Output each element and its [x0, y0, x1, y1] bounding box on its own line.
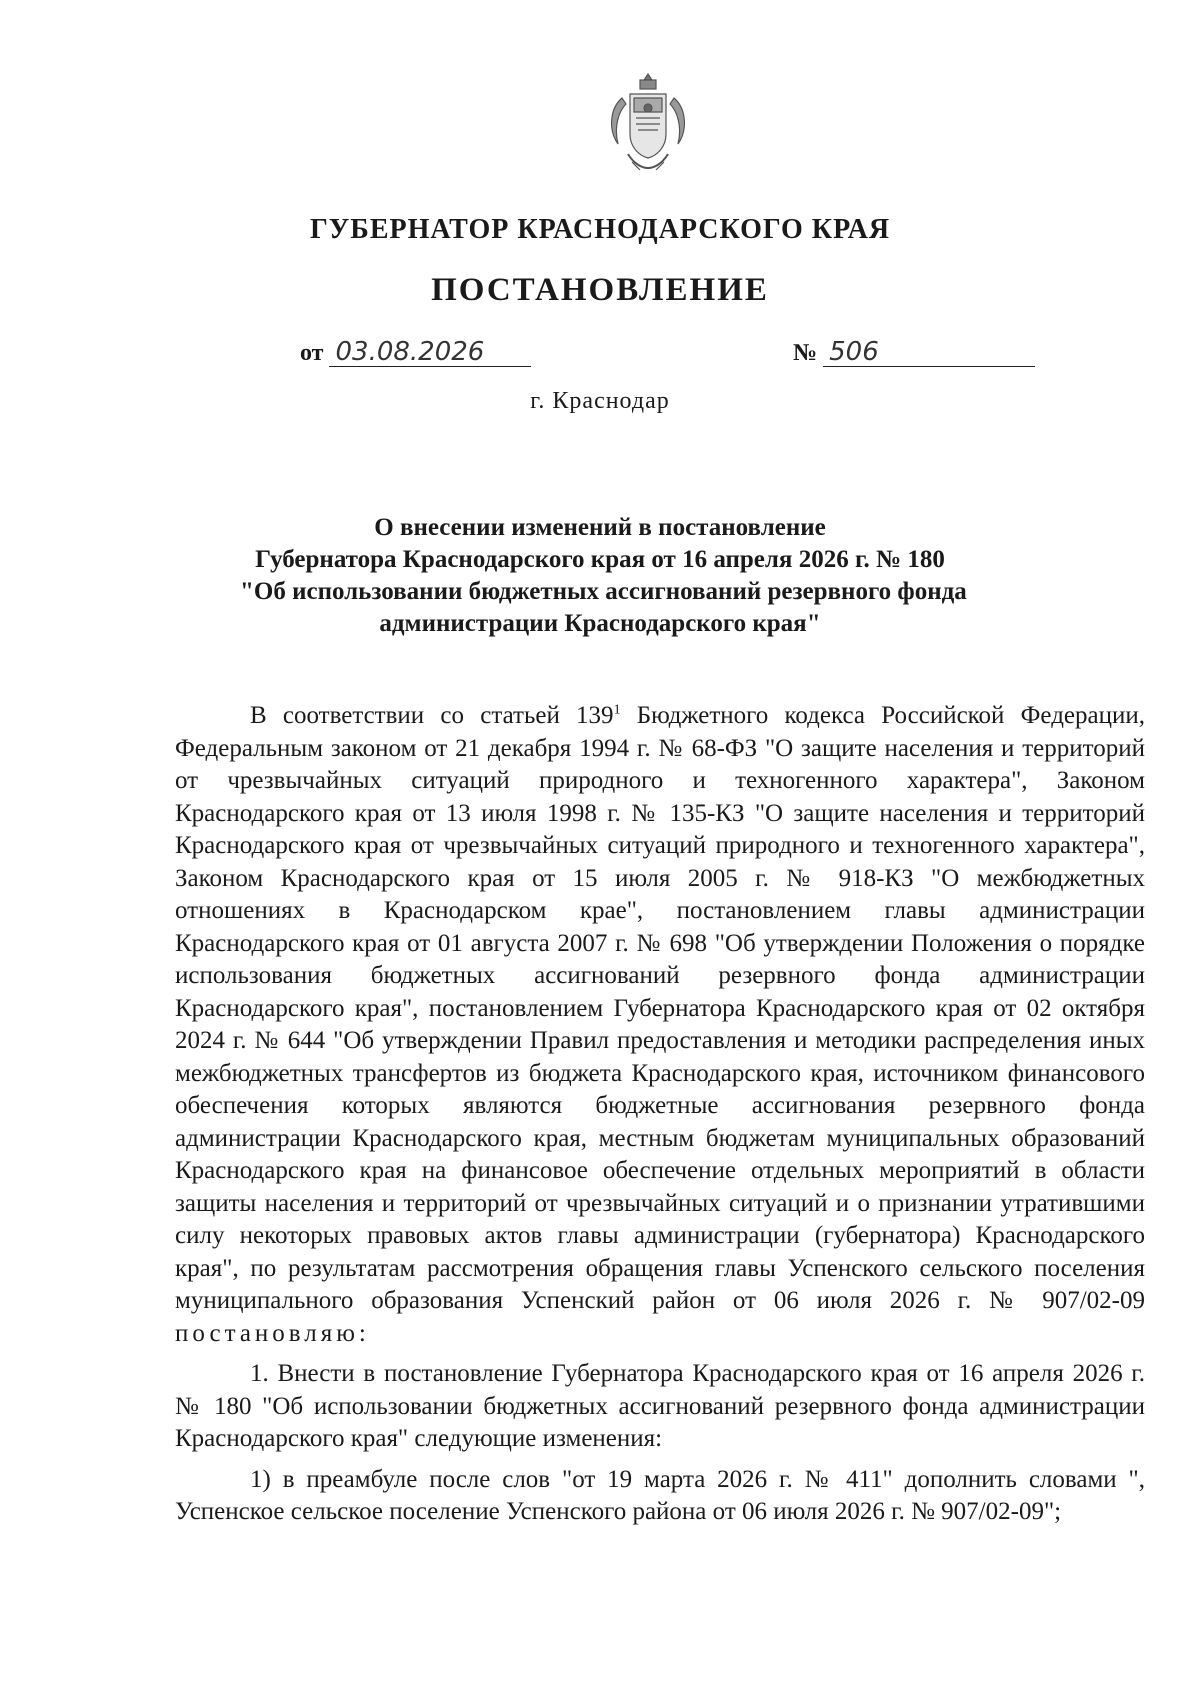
title-line-2: Губернатора Краснодарского края от 16 апреля 2026 г. № 180 [255, 546, 945, 573]
coat-of-arms-emblem [602, 68, 694, 176]
preamble-text: Бюджетного кодекса Российской Федерации, Федеральным законом от 21 декабря 1994 г. № 68-ФЗ "О защите населения и территорий от чрезвычайных ситуаций природного и техногенного характера", Законом Краснодарского края от 13 июля 1998 г. № 135-КЗ "О защите населения и территорий Краснодарского края от чрезвычайных ситуаций природного и техногенного характера", Законом Краснодарского края от 15 июля 2005 г. № 918-КЗ "О межбюджетных отношениях в Краснодарском крае", постановлением главы администрации Краснодарского края от 01 августа 2007 г. № 698 "Об утверждении Положения о порядке использования бюджетных ассигнований резервного фонда администрации Краснодарского края", постановлением Губернатора Краснодарского края от 02 октября 2024 г. № 644 "Об утверждении Правил предоставления и методики распределения иных межбюджетных трансфертов из бюджета Краснодарского края, источником финансового обеспечения которых являются бюджетные ассигнования резервного фонда администрации Краснодарского края, местным бюджетам муниципальных образований Краснодарского края на финансовое обеспечение отдельных мероприятий в области защиты населения и территорий от чрезвычайных ситуаций и о признании утратившими силу некоторых правовых актов главы администрации (губернатора) Краснодарского края", по результатам рассмотрения обращения главы Успенского сельского поселения муниципального образования Успенский район от 06 июля 2026 г. № 907/02-09 [175, 702, 1145, 1314]
document-title [240, 512, 967, 640]
preamble-text-start: В соответствии со статьей 139 [250, 702, 614, 729]
number-value: 506 [823, 338, 1035, 367]
document-type-heading: ПОСТАНОВЛЕНИЕ [431, 272, 769, 308]
title-line-1: О внесении изменений в постановление [374, 514, 826, 541]
article-superscript: 1 [613, 702, 621, 718]
date-line [300, 338, 531, 367]
document-body [175, 700, 1145, 1529]
title-line-4: администрации Краснодарского края" [379, 610, 821, 637]
title-line-3: "Об использовании бюджетных ассигнований резервного фонда [240, 578, 967, 605]
item-1-paragraph: 1. Внести в постановление Губернатора Краснодарского края от 16 апреля 2026 г. № 180 "Об использовании бюджетных ассигнований резервного фонда администрации Краснодарского края" следующие изменения: [175, 1360, 1145, 1452]
city-line: г. Краснодар [530, 388, 670, 414]
number-prefix: № [793, 340, 818, 366]
preamble-paragraph [175, 700, 1145, 1350]
date-prefix: от [300, 340, 324, 366]
subitem-1-paragraph: 1) в преамбуле после слов "от 19 марта 2026 г. № 411" дополнить словами ", Успенское сельское поселение Успенского района от 06 июля 2026 г. № 907/02-09"; [175, 1465, 1145, 1525]
number-line [793, 338, 1035, 367]
date-value: 03.08.2026 [329, 338, 531, 367]
decree-word: постановляю: [175, 1319, 370, 1347]
issuer-heading: ГУБЕРНАТОР КРАСНОДАРСКОГО КРАЯ [309, 214, 891, 245]
